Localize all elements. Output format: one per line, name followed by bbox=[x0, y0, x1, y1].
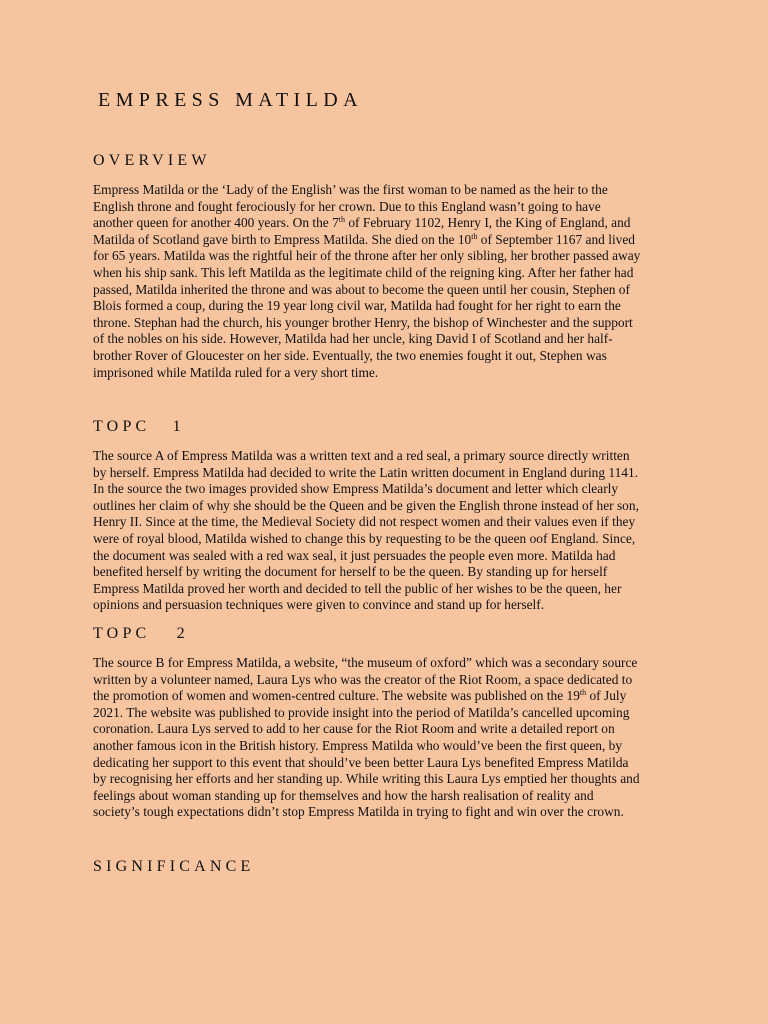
section-heading-topic-2 bbox=[93, 625, 189, 643]
text-line: Blois formed a coup, during the 19 year long civil war, Matilda had fought for her right to earn the bbox=[93, 298, 621, 314]
text-line: outlines her claim of why she should be the Queen and be given the English throne instead of her son, bbox=[93, 497, 639, 513]
text-line: Matilda of Scotland gave birth to Empress Matilda. She died on the 10th of September 1167 and lived bbox=[93, 231, 636, 247]
section-body-topic-1 bbox=[93, 448, 677, 614]
text-line: passed, Matilda inherited the throne and was about to become the queen until her cousin, Stephen of bbox=[93, 281, 630, 297]
text-line: Henry II. Since at the time, the Medieval Society did not respect women and their values even if they bbox=[93, 514, 636, 530]
text-line: another famous icon in the British history. Empress Matilda who would’ve been the first queen, by bbox=[93, 737, 623, 753]
text-line: In the source the two images provided show Empress Matilda’s document and letter which clearly bbox=[93, 481, 619, 497]
text-line: another queen for another 400 years. On the 7th of February 1102, Henry I, the King of England, and bbox=[93, 215, 631, 231]
text-line: coronation. Laura Lys served to add to her cause for the Riot Room and write a detailed report on bbox=[93, 721, 615, 737]
topic-label: TOPC 1 bbox=[93, 418, 185, 435]
section-heading-topic-1 bbox=[93, 418, 185, 436]
text-line: benefited herself by writing the document for herself to be the queen. By standing up for herself bbox=[93, 564, 608, 580]
section-body-topic-2 bbox=[93, 655, 677, 821]
text-line: throne. Stephan had the church, his younger brother Henry, the bishop of Winchester and the support bbox=[93, 314, 633, 330]
text-line: by herself. Empress Matilda had decided to write the Latin written document in England during 1141. bbox=[93, 464, 639, 480]
text-line: the promotion of women and women-centred culture. The website was published on the 19th of July bbox=[93, 688, 627, 704]
text-line: were of royal blood, Matilda wished to change this by requesting to be the queen oof England. Since, bbox=[93, 530, 636, 546]
text-line: The source B for Empress Matilda, a website, “the museum of oxford” which was a secondary source bbox=[93, 655, 638, 670]
text-line: Empress Matilda proved her worth and decided to tell the public of her wishes to be the queen, her bbox=[93, 580, 622, 596]
text-line: The source A of Empress Matilda was a written text and a red seal, a primary source directly written bbox=[93, 448, 630, 463]
text-line: opinions and persuasion techniques were given to convince and stand up for herself. bbox=[93, 597, 545, 613]
text-line: English throne and fought ferociously for her crown. Due to this England wasn’t going to have bbox=[93, 198, 601, 214]
text-line: imprisoned while Matilda ruled for a very short time. bbox=[93, 364, 379, 380]
page-title: EMPRESS MATILDA bbox=[98, 89, 363, 111]
text-line: of the nobles on his side. However, Matilda had her uncle, king David I of Scotland and her half- bbox=[93, 331, 613, 347]
text-line: Empress Matilda or the ‘Lady of the English’ was the first woman to be named as the heir to the bbox=[93, 182, 608, 197]
text-line: the document was sealed with a red wax seal, it just persuades the people even more. Matilda had bbox=[93, 547, 616, 563]
text-line: dedicating her support to this event that should’ve been better Laura Lys benefited Empress Matilda bbox=[93, 754, 629, 770]
section-body-overview bbox=[93, 182, 677, 381]
text-line: brother Rover of Gloucester on her side. Eventually, the two enemies fought it out, Stephen was bbox=[93, 347, 607, 363]
text-line: society’s tough expectations didn’t stop Empress Matilda in trying to fight and win over the crown. bbox=[93, 804, 624, 820]
text-line: by recognising her efforts and her standing up. While writing this Laura Lys emptied her thoughts and bbox=[93, 771, 640, 787]
text-line: when his ship sank. This left Matilda as the legitimate child of the reigning king. After her father had bbox=[93, 264, 634, 280]
section-heading-significance: SIGNIFICANCE bbox=[93, 858, 255, 875]
text-line: for 65 years. Matilda was the rightful heir of the throne after her only sibling, her brother passed away bbox=[93, 248, 641, 264]
text-line: written by a volunteer named, Laura Lys who was the creator of the Riot Room, a space dedicated to bbox=[93, 671, 633, 687]
text-line: feelings about woman standing up for themselves and how the harsh realisation of reality and bbox=[93, 787, 594, 803]
text-line: 2021. The website was published to provide insight into the period of Matilda’s cancelled upcoming bbox=[93, 704, 630, 720]
topic-label: TOPC 2 bbox=[93, 625, 189, 642]
section-heading-overview: OVERVIEW bbox=[93, 152, 211, 169]
